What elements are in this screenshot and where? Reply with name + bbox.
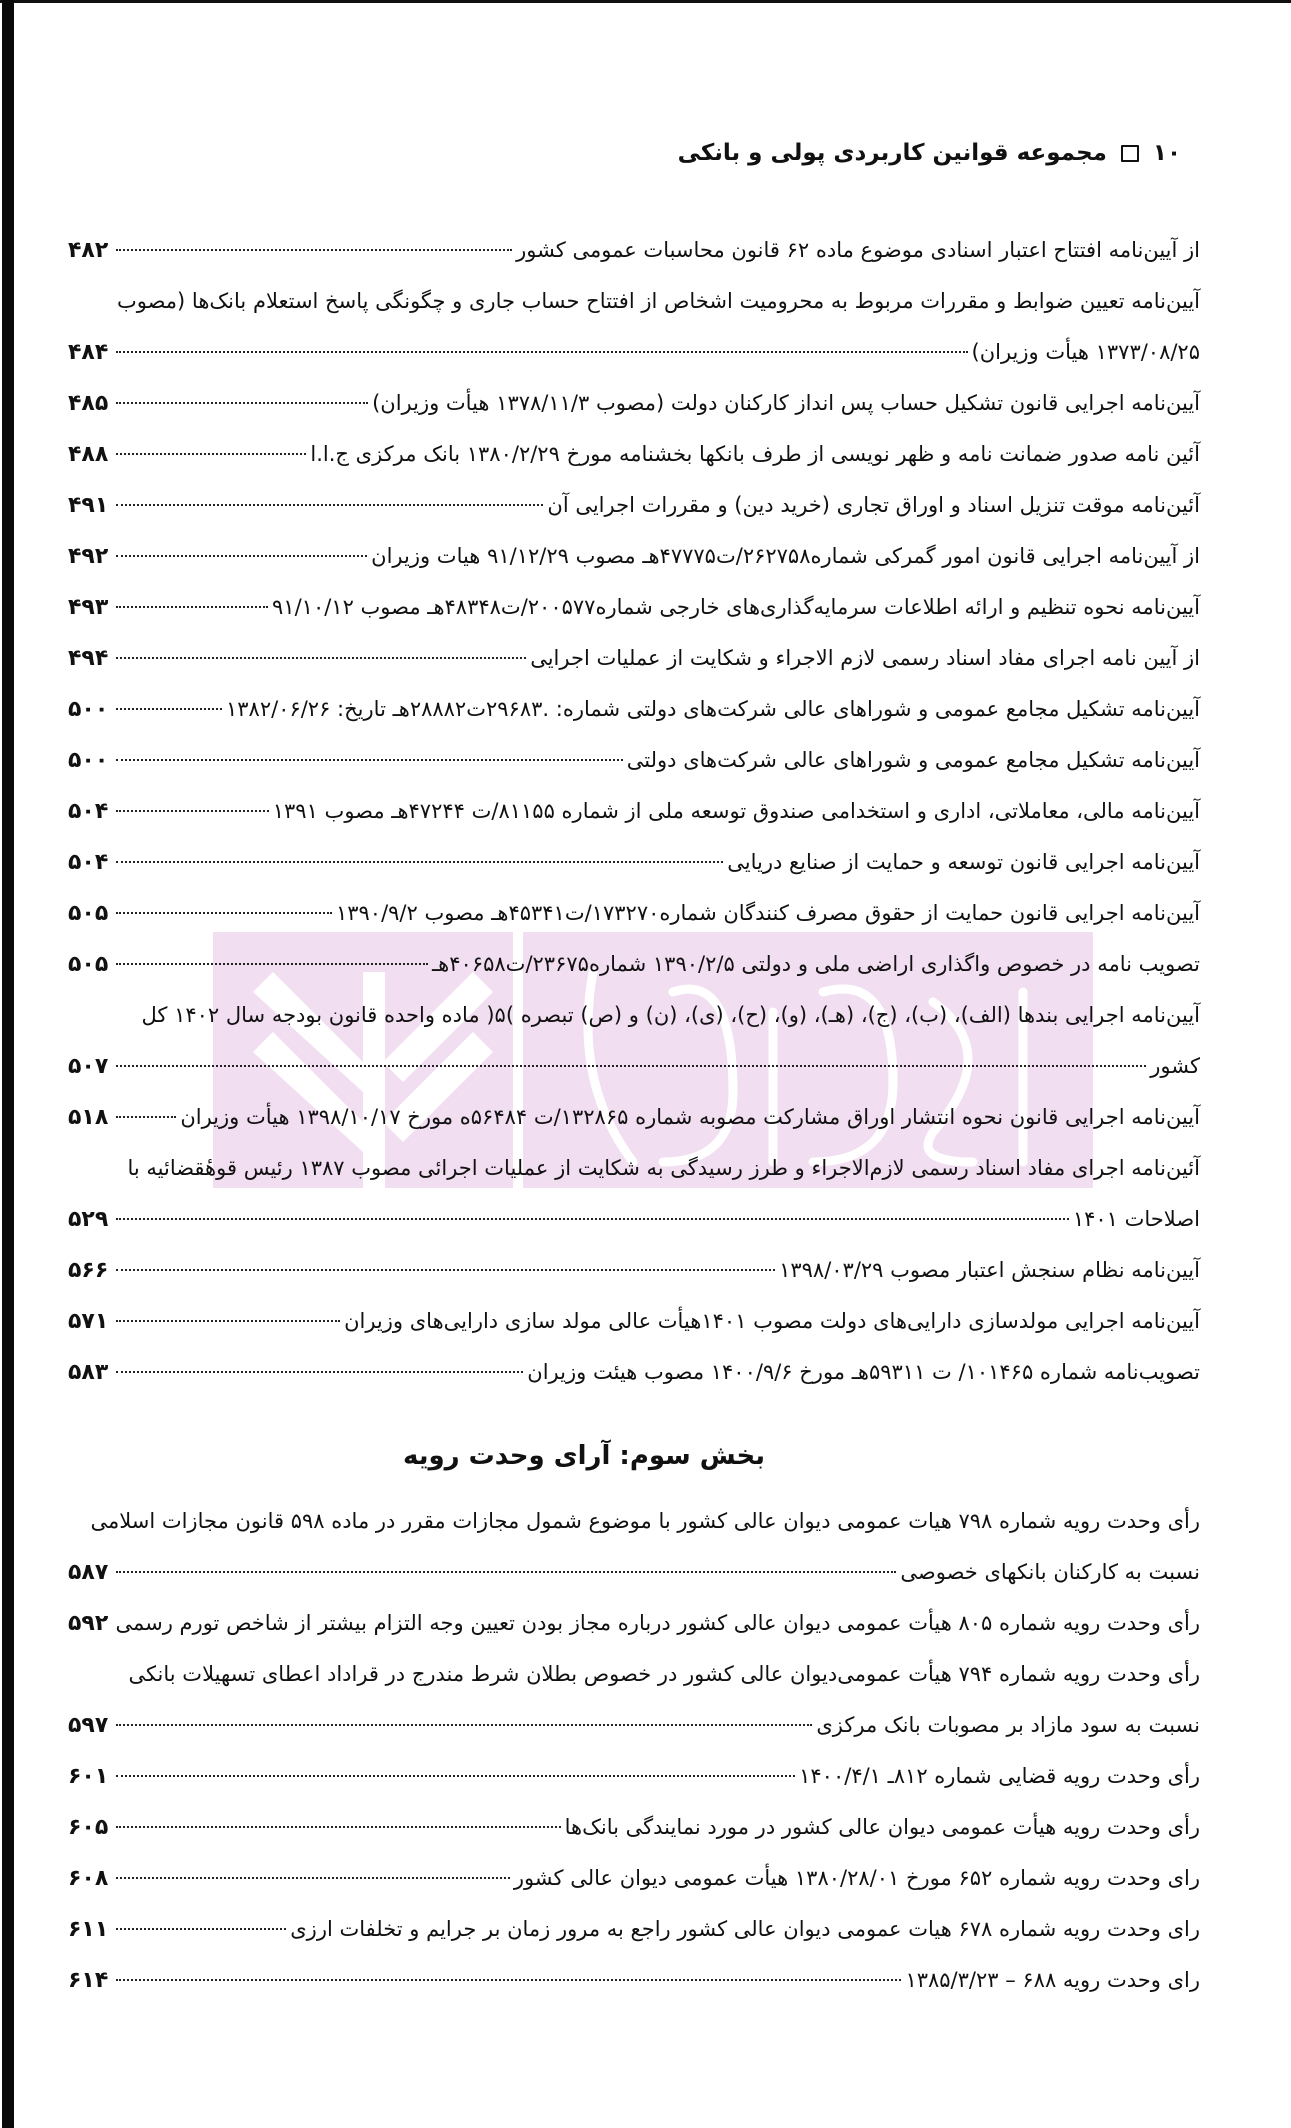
toc-entry-title: آیین‌نامه تشکیل مجامع عمومی و شوراهای عالی شرکت‌های دولتی [626, 748, 1200, 772]
toc-entry[interactable] [68, 1751, 1200, 1802]
toc-entry-row [68, 225, 1200, 276]
dot-leader [116, 1775, 795, 1777]
toc-entry-title: تصویب نامه در خصوص واگذاری اراضی ملی و دولتی ۱۳۹۰/۲/۵ شماره۲۳۶۷۵/ت۴۰۶۵۸هـ [432, 952, 1200, 976]
toc-page-number: ۵۹۲ [68, 1611, 109, 1636]
toc-entry-title: از آیین‌نامه اجرایی قانون امور گمرکی شماره۲۶۲۷۵۸/ت۴۷۷۷۵هـ مصوب ۹۱/۱۲/۲۹ هیات وزیران [371, 544, 1200, 568]
toc-entry[interactable] [68, 1245, 1200, 1296]
page-number: ۱۰ [1152, 140, 1181, 166]
toc-entry-title-line: آئین‌نامه اجرای مفاد اسناد رسمی لازم‌الاجراء و طرز رسیدگی به شکایت از عملیات اجرائی مصوب ۱۳۸۷ رئیس قوهٔقضائیه با [127, 1156, 1200, 1180]
toc-entry[interactable] [68, 225, 1200, 276]
dot-leader [116, 504, 543, 506]
toc-page-number: ۴۸۲ [68, 238, 109, 263]
toc-entry-title: رأی وحدت رویه هیأت عمومی دیوان عالی کشور در مورد نمایندگی بانک‌ها [564, 1815, 1200, 1839]
toc-entry[interactable] [68, 786, 1200, 837]
toc-entry[interactable] [68, 1853, 1200, 1904]
toc-page-number: ۶۰۱ [68, 1764, 109, 1789]
toc-page-number: ۴۹۲ [68, 544, 109, 569]
dot-leader [116, 1979, 901, 1981]
dot-leader [116, 555, 367, 557]
toc-entry-title: ۱۳۷۳/۰۸/۲۵ هیأت وزیران) [971, 340, 1200, 364]
toc-entry-title-line: رأی وحدت رویه شماره ۷۹۸ هیات عمومی دیوان عالی کشور با موضوع شمول مجازات مقرر در ماده ۵۹۸ قانون مجازات اسلامی [90, 1509, 1200, 1533]
toc-entry-title: آیین‌نامه اجرایی قانون حمایت از حقوق مصرف کنندگان شماره۱۷۳۲۷۰/ت۴۵۳۴۱هـ مصوب ۱۳۹۰/۹/۲ [335, 901, 1200, 925]
toc-entry[interactable] [68, 276, 1200, 378]
toc-entry-row [68, 1296, 1200, 1347]
toc-entry-title-line: آیین‌نامه تعیین ضوابط و مقررات مربوط به محرومیت اشخاص از افتتاح حساب جاری و چگونگی پاسخ استعلام بانک‌ها (مصوب [116, 289, 1200, 313]
toc-page-number: ۵۰۰ [68, 748, 109, 773]
dot-leader [116, 1116, 176, 1118]
toc-entry-title: تصویب‌نامه شماره ۱۰۱۴۶۵/ ت ۵۹۳۱۱هـ مورخ ۱۴۰۰/۹/۶ مصوب هیئت وزیران [527, 1360, 1200, 1384]
scan-border-left [2, 0, 14, 2128]
toc-page-number: ۵۰۴ [68, 850, 109, 875]
toc-page-number: ۶۱۴ [68, 1968, 109, 1993]
toc-entry-row [68, 1802, 1200, 1853]
toc-entry-title: رأی وحدت رویه قضایی شماره ۸۱۲ـ ۱۴۰۰/۴/۱ [799, 1764, 1200, 1788]
dot-leader [116, 1928, 286, 1930]
toc-entry[interactable] [68, 888, 1200, 939]
dot-leader [116, 708, 222, 710]
dot-leader [116, 453, 306, 455]
toc-page-number: ۵۹۷ [68, 1713, 109, 1738]
toc-entry[interactable] [68, 1598, 1200, 1649]
toc-entry-title: کشور [1150, 1054, 1200, 1078]
dot-leader [116, 657, 526, 659]
toc-entry-row [68, 531, 1200, 582]
toc-entry[interactable] [68, 837, 1200, 888]
table-of-contents [68, 225, 1200, 2006]
dot-leader [116, 861, 723, 863]
toc-entry-row [68, 1853, 1200, 1904]
toc-entry-row [68, 1092, 1200, 1143]
toc-entry-row [68, 327, 1200, 378]
dot-leader [116, 1065, 1146, 1067]
toc-page-number: ۵۲۹ [68, 1207, 109, 1232]
toc-page-number: ۶۰۵ [68, 1815, 109, 1840]
toc-entry[interactable] [68, 1649, 1200, 1751]
toc-entry-title: رای وحدت رویه ۶۸۸ – ۱۳۸۵/۳/۲۳ [905, 1968, 1200, 1992]
toc-page-number: ۵۰۵ [68, 901, 109, 926]
toc-page-number: ۵۷۱ [68, 1309, 109, 1334]
toc-entry-row [68, 1751, 1200, 1802]
toc-entry-title: آیین‌نامه اجرایی قانون توسعه و حمایت از صنایع دریایی [727, 850, 1200, 874]
toc-entry[interactable] [68, 1296, 1200, 1347]
toc-entry[interactable] [68, 1955, 1200, 2006]
toc-entry-row [68, 1194, 1200, 1245]
toc-page-number: ۵۸۷ [68, 1560, 109, 1585]
page-header [678, 140, 1181, 166]
toc-entry[interactable] [68, 633, 1200, 684]
toc-part-regulations [68, 225, 1200, 1398]
square-bullet-icon [1121, 145, 1139, 162]
toc-entry-row [68, 480, 1200, 531]
toc-entry-row [68, 1347, 1200, 1398]
toc-entry-row [68, 684, 1200, 735]
toc-page-number: ۵۱۸ [68, 1105, 109, 1130]
toc-entry[interactable] [68, 1802, 1200, 1853]
toc-entry[interactable] [68, 378, 1200, 429]
toc-entry[interactable] [68, 429, 1200, 480]
toc-entry-row [68, 735, 1200, 786]
toc-entry-row [68, 429, 1200, 480]
toc-entry-row [68, 1041, 1200, 1092]
section-title: بخش سوم: آرای وحدت رویه [402, 1441, 766, 1471]
dot-leader [116, 1571, 896, 1573]
toc-page-number: ۵۰۰ [68, 697, 109, 722]
toc-entry-row [68, 582, 1200, 633]
book-title: مجموعه قوانین کاربردی پولی و بانکی [677, 140, 1107, 166]
toc-entry[interactable] [68, 1904, 1200, 1955]
dot-leader [116, 1877, 510, 1879]
toc-entry-title-line: آیین‌نامه اجرایی بندها (الف)، (ب)، (ج)، (هـ)، (و)، (ح)، (ی)، (ن) و (ص) تبصره )۵( ماده واحده قانون بودجه سال ۱۴۰۲ کل [141, 1003, 1200, 1027]
toc-entry-row [68, 837, 1200, 888]
toc-entry-title: آیین‌نامه اجرایی مولدسازی دارایی‌های دولت مصوب ۱۴۰۱هیأت عالی مولد سازی دارایی‌های وزیران [344, 1309, 1200, 1333]
toc-entry-title: رای وحدت رویه شماره ۶۷۸ هیات عمومی دیوان عالی کشور راجع به مرور زمان بر جرایم و تخلفات ارزی [290, 1917, 1200, 1941]
toc-page-number: ۵۰۷ [68, 1054, 109, 1079]
toc-entry[interactable] [68, 990, 1200, 1092]
toc-entry-row [68, 888, 1200, 939]
toc-entry-title: رای وحدت رویه شماره ۶۵۲ مورخ ۱۳۸۰/۲۸/۰۱ هیأت عمومی دیوان عالی کشور [513, 1866, 1200, 1890]
toc-entry[interactable] [68, 1143, 1200, 1245]
toc-page-number: ۶۱۱ [68, 1917, 109, 1942]
toc-entry-title: آئین نامه صدور ضمانت نامه و ظهر نویسی از طرف بانکها بخشنامه مورخ ۱۳۸۰/۲/۲۹ بانک مرکزی ج.ا.ا [310, 442, 1200, 466]
toc-entry-row [68, 786, 1200, 837]
toc-entry[interactable] [68, 1496, 1200, 1598]
toc-page-number: ۴۸۵ [68, 391, 109, 416]
toc-entry-title: اصلاحات ۱۴۰۱ [1072, 1207, 1200, 1231]
toc-entry[interactable] [68, 735, 1200, 786]
scan-border-top [0, 0, 1291, 3]
toc-entry-row [68, 1245, 1200, 1296]
toc-entry-row [68, 633, 1200, 684]
toc-page-number: ۴۹۴ [68, 646, 109, 671]
toc-page-number: ۵۰۵ [68, 952, 109, 977]
dot-leader [116, 1724, 812, 1726]
toc-page-number: ۶۰۸ [68, 1866, 109, 1891]
toc-entry-row [68, 939, 1200, 990]
toc-entry[interactable] [68, 1347, 1200, 1398]
toc-entry-row [68, 1700, 1200, 1751]
dot-leader [116, 963, 428, 965]
dot-leader [116, 1371, 523, 1373]
dot-leader [116, 351, 968, 353]
toc-part-unified-rulings [68, 1496, 1200, 2006]
toc-entry-title: رأی وحدت رویه شماره ۸۰۵ هیأت عمومی دیوان عالی کشور درباره مجاز بودن تعیین وجه التزام بیشتر از شاخص تورم رسمی [115, 1611, 1200, 1635]
toc-entry-title: آیین‌نامه نظام سنجش اعتبار مصوب ۱۳۹۸/۰۳/۲۹ [779, 1258, 1200, 1282]
toc-entry-title: از آیین‌نامه افتتاح اعتبار اسنادی موضوع ماده ۶۲ قانون محاسبات عمومی کشور [516, 238, 1200, 262]
dot-leader [116, 1269, 775, 1271]
toc-entry[interactable] [68, 480, 1200, 531]
toc-entry-title: آیین‌نامه تشکیل مجامع عمومی و شوراهای عالی شرکت‌های دولتی شماره: .۲۹۶۸۳ت۲۸۸۸۲هـ تاریخ: ۱۳۸۲/۰۶/۲۶ [225, 697, 1200, 721]
dot-leader [116, 249, 512, 251]
dot-leader [116, 1826, 561, 1828]
toc-page-number: ۴۹۳ [68, 595, 109, 620]
toc-page-number: ۵۶۶ [68, 1258, 109, 1283]
toc-entry[interactable] [68, 531, 1200, 582]
toc-entry-title: آیین‌نامه اجرایی قانون تشکیل حساب پس انداز کارکنان دولت (مصوب ۱۳۷۸/۱۱/۳ هیأت وزیران) [372, 391, 1200, 415]
toc-entry-title: نسبت به کارکنان بانکهای خصوصی [900, 1560, 1200, 1584]
toc-entry-title-line: رأی وحدت رویه شماره ۷۹۴ هیأت عمومی‌دیوان عالی کشور در خصوص بطلان شرط مندرج در قراداد اعطای تسهیلات بانکی [128, 1662, 1200, 1686]
toc-entry-row [68, 1547, 1200, 1598]
toc-entry-title: نسبت به سود مازاد بر مصوبات بانک مرکزی [816, 1713, 1200, 1737]
toc-entry-row [68, 378, 1200, 429]
toc-entry[interactable] [68, 684, 1200, 735]
dot-leader [116, 1320, 340, 1322]
dot-leader [116, 912, 332, 914]
dot-leader [116, 606, 268, 608]
toc-entry-row [68, 1904, 1200, 1955]
toc-entry[interactable] [68, 582, 1200, 633]
toc-page-number: ۴۸۸ [68, 442, 109, 467]
toc-entry[interactable] [68, 1092, 1200, 1143]
dot-leader [116, 810, 269, 812]
toc-entry-title: آیین‌نامه اجرایی قانون نحوه انتشار اوراق مشارکت مصوبه شماره ۱۳۲۸۶۵/ت ۵۶۴۸۴ه مورخ ۱۳۹۸/۱۰/۱۷ هیأت وزیران [180, 1105, 1200, 1129]
toc-page-number: ۵۸۳ [68, 1360, 109, 1385]
toc-page-number: ۴۹۱ [68, 493, 109, 518]
toc-entry-row [68, 1955, 1200, 2006]
toc-entry-row [68, 1598, 1200, 1649]
toc-entry-title: از آیین نامه اجرای مفاد اسناد رسمی لازم الاجراء و شکایت از عملیات اجرایی [530, 646, 1200, 670]
dot-leader [116, 1218, 1069, 1220]
toc-entry-title: آیین‌نامه مالی، معاملاتی، اداری و استخدامی صندوق توسعه ملی از شماره ۸۱۱۵۵/ت ۴۷۲۴۴هـ مصوب ۱۳۹۱ [272, 799, 1200, 823]
toc-page-number: ۵۰۴ [68, 799, 109, 824]
toc-entry-title: آیین‌نامه نحوه تنظیم و ارائه اطلاعات سرمایه‌گذاری‌های خارجی شماره۲۰۰۵۷۷/ت۴۸۳۴۸هـ مصوب ۹۱/۱۰/۱۲ [272, 595, 1200, 619]
toc-page-number: ۴۸۴ [68, 340, 109, 365]
dot-leader [116, 402, 368, 404]
dot-leader [116, 759, 623, 761]
toc-entry[interactable] [68, 939, 1200, 990]
toc-entry-title: آئین‌نامه موقت تنزیل اسناد و اوراق تجاری (خرید دین) و مقررات اجرایی آن [547, 493, 1200, 517]
